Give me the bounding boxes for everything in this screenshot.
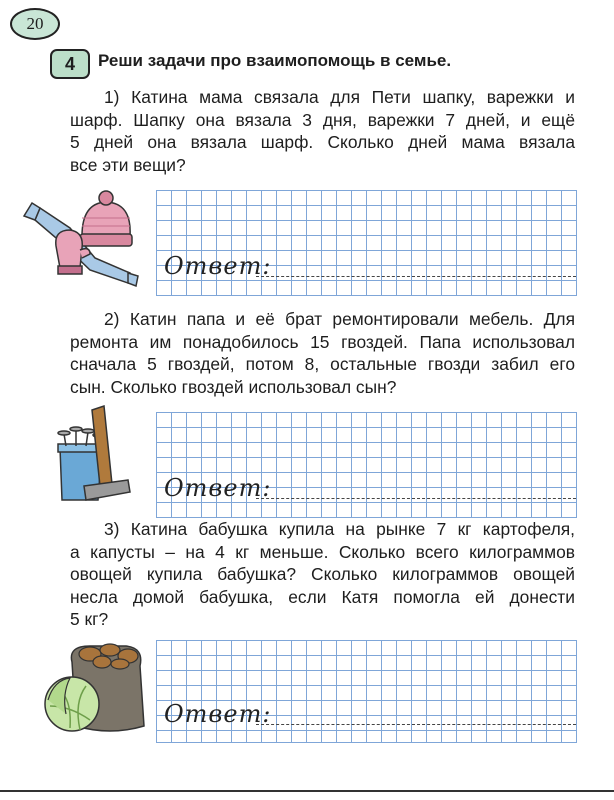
problem-2-line: ремонта им понадобилось 15 гвоздей. Папа использовал [70, 331, 575, 352]
problem-1-line: 5 дней она вязала шарф. Сколько дней мама вязала [70, 132, 575, 152]
problem-3-line: несла домой бабушка, если Катя помогла ей донести [70, 586, 575, 607]
problem-1-text [70, 86, 575, 176]
problem-3-line: 3) Катина бабушка купила на рынке 7 кг картофеля, [104, 519, 575, 539]
problem-3-answer-line[interactable] [256, 724, 576, 725]
problem-3-line: 5 кг? [70, 609, 109, 629]
page-number: 20 [10, 8, 60, 40]
problem-1-answer-label: Ответ: [164, 252, 272, 280]
problem-1-grid[interactable] [156, 190, 577, 296]
hammer-nails-jar-icon [40, 404, 140, 508]
problem-2-line: сын. Сколько гвоздей использовал сын? [70, 376, 397, 397]
problem-1-line: 1) Катина мама связала для Пети шапку, варежки и [104, 87, 575, 107]
page-bottom-border [0, 790, 614, 792]
task-number-badge: 4 [50, 49, 90, 79]
problem-3-text [70, 518, 575, 631]
problem-2-grid[interactable] [156, 412, 577, 518]
problem-2-answer-line[interactable] [256, 498, 576, 499]
problem-1-answer-line[interactable] [256, 276, 576, 277]
problem-2-answer-label: Ответ: [164, 474, 272, 502]
task-title: Реши задачи про взаимопомощь в семье. [98, 51, 452, 70]
knitted-hat-mittens-scarf-icon [10, 188, 156, 288]
problem-3-line: а капусты – на 4 кг меньше. Сколько всего килограммов [70, 541, 575, 562]
problem-3-answer-label: Ответ: [164, 700, 272, 728]
problem-2-line: сначала 5 гвоздей, потом 8, остальные гвозди забил его [70, 354, 575, 374]
potato-sack-cabbage-icon [40, 636, 154, 740]
problem-1-line: все эти вещи? [70, 154, 186, 175]
problem-2-line: 2) Катин папа и её брат ремонтировали мебель. Для [104, 309, 575, 329]
problem-1-line: шарф. Шапку она вязала 3 дня, варежки 7 дней, и ещё [70, 109, 575, 130]
problem-2-text [70, 308, 575, 398]
problem-3-line: овощей купила бабушка? Сколько килограммов овощей [70, 564, 575, 584]
